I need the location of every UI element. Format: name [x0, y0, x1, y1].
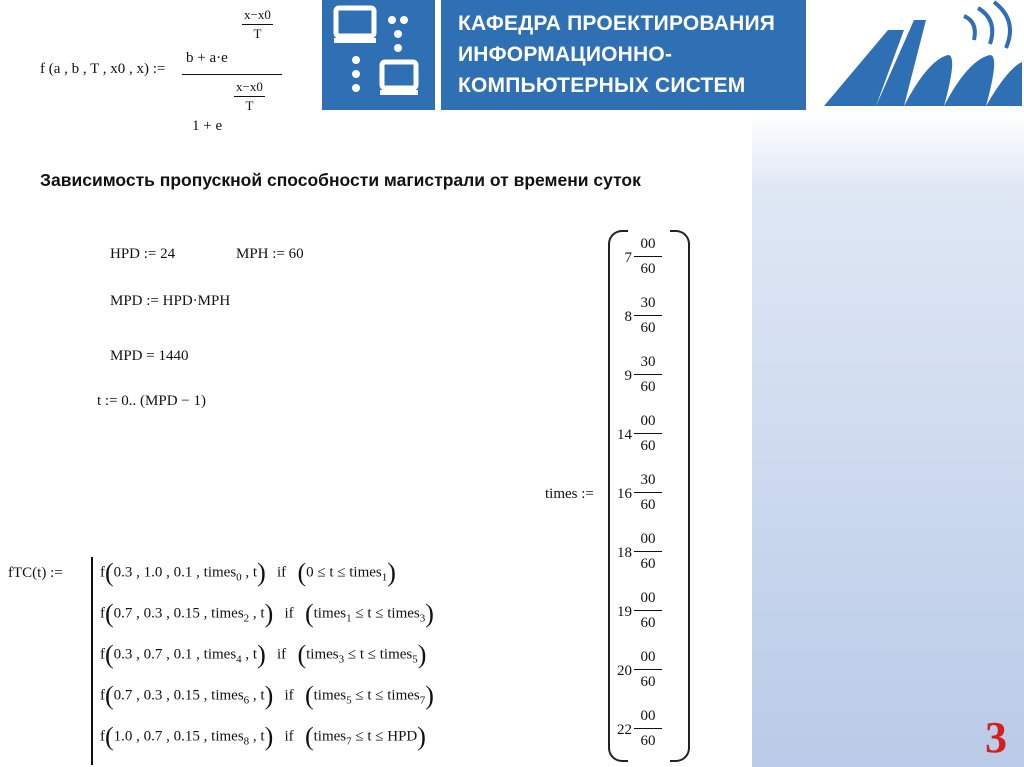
ftc-row: f(0.3 , 0.7 , 0.1 , times$_4$ , t) if (times$_3$ ≤ t ≤ times$_5$) [100, 640, 427, 669]
formula-f-num-exponent: $\frac{x-x0}{T}$ [244, 7, 271, 41]
formula-f-fraction-bar [182, 74, 282, 75]
section-heading: Зависимость пропускной способности магистрали от времени суток [40, 170, 641, 190]
def-hpd: HPD := 24 [110, 246, 176, 262]
monitor-icon [322, 0, 435, 110]
val-mpd: MPD = 1440 [110, 348, 189, 364]
def-mpd: MPD := HPD·MPH [110, 293, 231, 309]
formula-f [40, 4, 300, 138]
formula-f-den-prefix: 1 + e [192, 118, 223, 134]
ftc-piecewise-bar [91, 557, 93, 765]
dept-line-3: КОМПЬЮТЕРНЫХ СИСТЕМ [458, 74, 746, 97]
department-title [441, 0, 806, 110]
def-t-range: t := 0.. (MPD − 1) [97, 393, 207, 409]
times-item: 22 00 60 [600, 702, 670, 762]
university-logo-icon [818, 0, 1024, 112]
department-monitor-logo [322, 0, 435, 110]
times-item: 16 30 60 [600, 466, 670, 526]
times-vector [600, 230, 680, 760]
times-label: times := [545, 486, 594, 502]
times-item: 7 00 60 [600, 230, 670, 290]
ftc-row: f(1.0 , 0.7 , 0.15 , times$_8$ , t) if (times$_7$ ≤ t ≤ HPD) [100, 722, 426, 751]
times-item: 20 00 60 [600, 643, 670, 703]
university-logo [818, 0, 1024, 112]
ftc-label: fTC(t) := [8, 565, 63, 581]
ftc-row: f(0.7 , 0.3 , 0.15 , times$_2$ , t) if (times$_1$ ≤ t ≤ times$_3$) [100, 599, 434, 628]
times-item: 9 30 60 [600, 348, 670, 408]
page-number: 3 [985, 713, 1007, 762]
ftc-row: f(0.7 , 0.3 , 0.15 , times$_6$ , t) if (times$_5$ ≤ t ≤ times$_7$) [100, 681, 434, 710]
times-item: 8 30 60 [600, 289, 670, 349]
right-gradient-panel [752, 112, 1024, 767]
times-item: 19 00 60 [600, 584, 670, 644]
formula-f-den-exponent: $\frac{x-x0}{T}$ [236, 79, 263, 113]
dept-line-2: ИНФОРМАЦИОННО- [458, 43, 673, 66]
dept-line-1: КАФЕДРА ПРОЕКТИРОВАНИЯ [458, 12, 776, 35]
def-mph: MPH := 60 [236, 246, 304, 262]
times-item: 18 00 60 [600, 525, 670, 585]
formula-f-lhs: f (a , b , T , x0 , x) := [40, 61, 166, 77]
formula-f-num-prefix: b + a·e [186, 50, 228, 66]
times-item: 14 00 60 [600, 407, 670, 467]
ftc-row: f(0.3 , 1.0 , 0.1 , times$_0$ , t) if (0 ≤ t ≤ times$_1$) [100, 558, 396, 587]
